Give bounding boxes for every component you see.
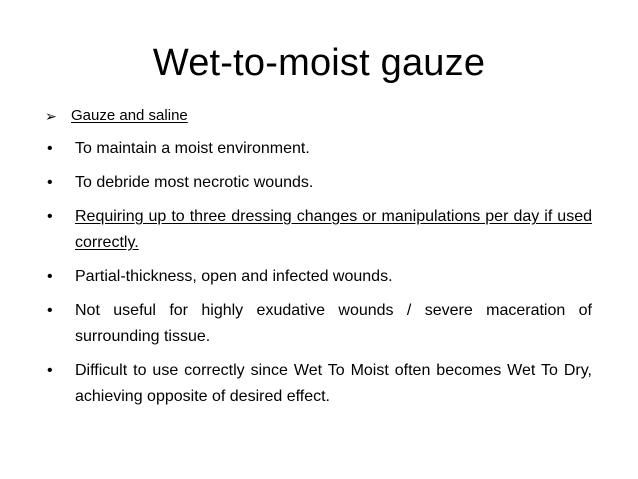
list-item [45, 264, 592, 290]
bullet-list [45, 136, 592, 418]
bullet-dot-icon: • [47, 362, 53, 379]
subheading [45, 106, 188, 126]
bullet-dot-icon: • [47, 268, 53, 285]
arrow-bullet-icon: ➢ [45, 108, 57, 124]
bullet-dot-icon: • [47, 208, 53, 225]
list-item [45, 204, 592, 256]
bullet-dot-icon: • [47, 174, 53, 191]
bullet-dot-icon: • [47, 140, 53, 157]
list-item [45, 136, 592, 162]
bullet-text: Partial-thickness, open and infected wounds. [75, 268, 393, 285]
slide-title: Wet-to-moist gauze [152, 42, 486, 84]
list-item [45, 358, 592, 410]
list-item [45, 170, 592, 196]
list-item [45, 298, 592, 350]
bullet-text: Requiring up to three dressing changes or manipulations per day if used correctly. [75, 208, 592, 251]
bullet-text: Not useful for highly exudative wounds / severe maceration of surrounding tissue. [75, 302, 592, 345]
bullet-text: Difficult to use correctly since Wet To Moist often becomes Wet To Dry, achieving opposite of desired effect. [75, 362, 592, 405]
bullet-dot-icon: • [47, 302, 53, 319]
bullet-text: To maintain a moist environment. [75, 140, 310, 157]
bullet-text: To debride most necrotic wounds. [75, 174, 314, 191]
subheading-label: Gauze and saline [71, 107, 188, 124]
